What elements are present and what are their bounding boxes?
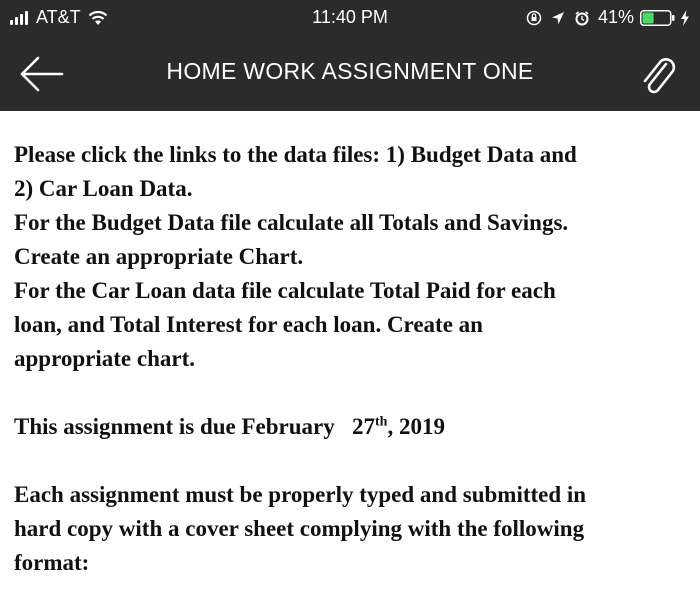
body-line: Please click the links to the data files: 1) Budget Data and (14, 142, 577, 167)
nav-bar (0, 36, 700, 111)
body-line: 2) Car Loan Data. (14, 176, 193, 201)
assignment-body (14, 138, 690, 580)
format-line: Each assignment must be properly typed and submitted in (14, 482, 587, 507)
format-line: format: (14, 550, 90, 575)
due-date-prefix: This assignment is due February 27 (14, 414, 376, 439)
body-line: For the Car Loan data file calculate Total Paid for each (14, 278, 556, 303)
carrier-label: AT&T (36, 7, 81, 27)
body-line: Create an appropriate Chart. (14, 244, 304, 269)
paperclip-icon[interactable] (636, 50, 680, 98)
status-bar (0, 0, 700, 36)
paragraph-gap (14, 444, 690, 478)
due-date-ordinal: th (375, 414, 388, 430)
location-icon (550, 10, 566, 26)
battery-icon (640, 10, 676, 26)
body-line: For the Budget Data file calculate all Totals and Savings. (14, 210, 569, 235)
format-line: hard copy with a cover sheet complying with the following (14, 516, 585, 541)
paragraph-gap (14, 376, 690, 410)
battery-percent: 41% (597, 7, 634, 27)
orientation-lock-icon (526, 10, 542, 26)
status-right (526, 7, 690, 28)
body-line: appropriate chart. (14, 346, 196, 371)
alarm-icon (574, 10, 590, 26)
status-time: 11:40 PM (312, 7, 388, 27)
charging-bolt-icon (680, 10, 690, 26)
body-line: loan, and Total Interest for each loan. Create an (14, 312, 483, 337)
page-title: HOME WORK ASSIGNMENT ONE (166, 58, 534, 84)
due-date-suffix: , 2019 (387, 414, 445, 439)
due-date-line (14, 410, 690, 444)
